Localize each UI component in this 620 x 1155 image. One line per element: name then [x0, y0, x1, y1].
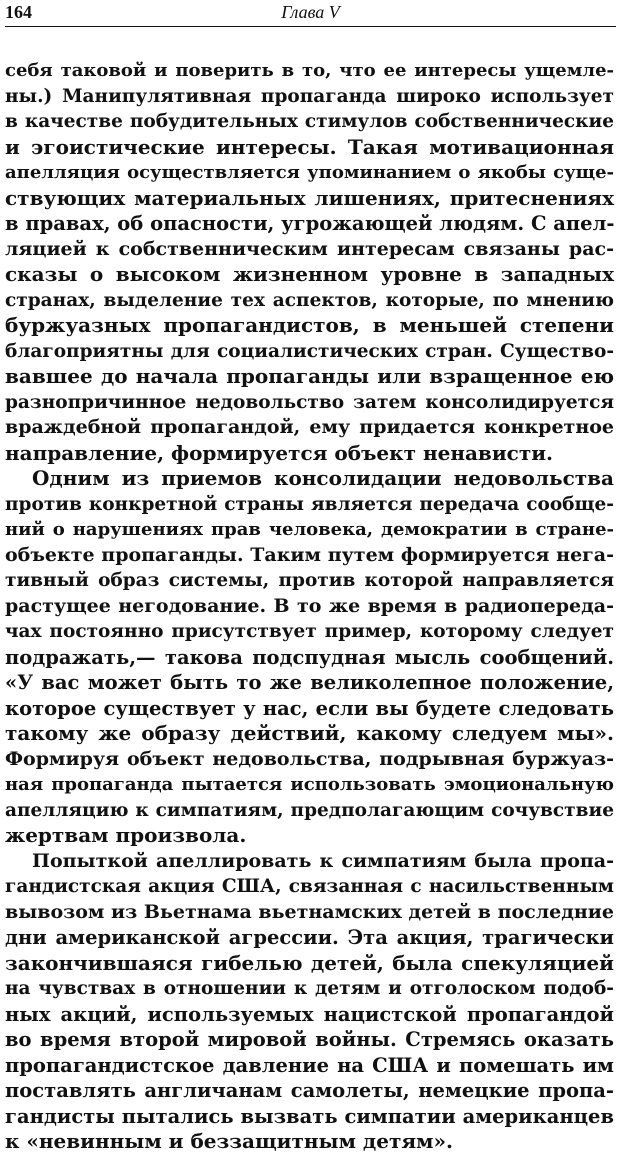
chapter-running-head: Глава V [281, 2, 340, 22]
text-line: ных акций, используемых нацистской пропагандой [5, 1002, 614, 1026]
text-line: странах, выделение тех аспектов, которые, по мнению [5, 289, 614, 311]
text-line: сказы о высоком жизненном уровне в западных [5, 262, 614, 286]
text-line: к «невинным и беззащитным детям». [5, 1129, 453, 1153]
text-line: гандистская акция США, связанная с насильственным [5, 876, 614, 897]
text-line: враждебной пропагандой, ему придается конкретное [5, 416, 614, 438]
text-line: жертвам произвола. [5, 823, 247, 847]
text-line: растущее негодование. В то же время в радиопереда- [5, 594, 614, 617]
text-line: Формируя объект недовольства, подрывная буржуаз- [5, 747, 614, 770]
text-line: против конкретной страны является передача сообще- [5, 493, 614, 515]
text-line: дни американской агрессии. Эта акция, трагически [5, 926, 614, 949]
text-line: ная пропаганда пытается использовать эмоциональную [5, 774, 614, 795]
text-line: ляцией к собственническим интересам связаны рас- [5, 237, 614, 260]
text-line: благоприятны для социалистических стран. Существо- [5, 340, 614, 362]
text-line: поставлять англичанам самолеты, немецкие пропа- [5, 1079, 614, 1102]
text-line: которое существует у нас, если вы будете следовать [5, 696, 614, 720]
text-line: себя таковой и поверить в то, что ее интересы ущемле- [5, 60, 614, 81]
text-line: буржуазных пропагандистов, в меньшей степени [5, 313, 614, 337]
header-rule [5, 26, 616, 27]
text-line: закончившаяся гибелью детей, была спекуляцией [5, 950, 614, 975]
text-line: на чувствах в отношении к детям и отголоском подоб- [5, 978, 614, 999]
paragraph [5, 466, 614, 849]
text-line: во время второй мировой войны. Стремясь оказать [5, 1028, 614, 1051]
text-line: ны.) Манипулятивная пропаганда широко использует [5, 85, 614, 107]
text-line: такому же образу действий, какому следуем мы». [5, 721, 614, 745]
text-line: «У вас может быть то же великолепное положение, [5, 671, 614, 694]
text-line: вавшее до начала пропаганды или взращенное ею [5, 364, 614, 388]
text-line: вывозом из Вьетнама вьетнамских детей в последние [5, 900, 614, 923]
text-line: Одним из приемов консолидации недовольства [32, 466, 614, 490]
text-line: направление, формируется объект ненависти. [5, 440, 554, 465]
text-line: объекте пропаганды. Таким путем формируется нега- [5, 543, 614, 566]
text-line: в качестве побудительных стимулов собственнические [5, 111, 614, 132]
text-line: пропагандистское давление на США и помешать им [5, 1053, 614, 1077]
text-line: апелляцию к симпатиям, предполагающим сочувствие [5, 799, 614, 821]
page-header [5, 0, 616, 26]
text-line: гандисты пытались вызвать симпатии американцев [5, 1104, 614, 1128]
paragraph [5, 849, 614, 1155]
page-number: 164 [5, 2, 32, 22]
text-line: и эгоистические интересы. Такая мотивационная [5, 134, 614, 159]
text-line: ний о нарушениях прав человека, демократии в стране- [5, 519, 614, 540]
text-line: чах постоянно присутствует пример, которому следует [5, 621, 614, 642]
text-line: апелляция осуществляется упоминанием о якобы суще- [5, 162, 614, 183]
text-line: ствующих материальных лишениях, притеснениях [5, 185, 614, 210]
text-line: тивный образ системы, против которой направляется [5, 570, 614, 591]
text-line: Попыткой апеллировать к симпатиям была пропа- [32, 849, 614, 872]
text-line: в правах, об опасности, угрожающей людям. С апел- [5, 212, 615, 235]
text-line: подражать,— такова подспудная мысль сообщений. [5, 645, 614, 669]
body-text [5, 58, 614, 1155]
paragraph [5, 58, 614, 466]
text-line: разнопричинное недовольство затем консолидируется [5, 391, 614, 413]
